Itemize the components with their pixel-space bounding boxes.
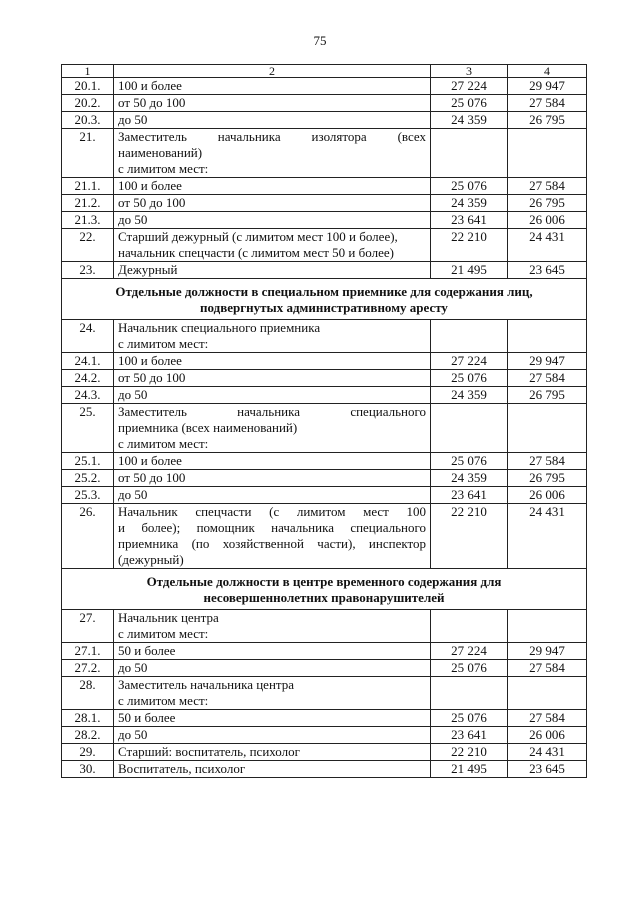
column-header: 4 (508, 65, 587, 78)
row-number: 25.3. (62, 487, 114, 504)
row-number: 27.1. (62, 643, 114, 660)
description-line: Старший дежурный (с лимитом мест 100 и более), (118, 229, 398, 244)
table-row (62, 195, 587, 212)
description-line: с лимитом мест: (118, 693, 209, 708)
description-line: начальник спецчасти (с лимитом мест 50 и более) (118, 245, 394, 260)
table-row (62, 610, 587, 643)
table-row (62, 710, 587, 727)
salary-col3: 23 641 (431, 212, 508, 229)
row-number: 23. (62, 262, 114, 279)
row-number: 21.3. (62, 212, 114, 229)
row-number: 20.2. (62, 95, 114, 112)
salary-col4 (508, 404, 587, 453)
description-line: с лимитом мест: (118, 161, 209, 176)
table-row (62, 744, 587, 761)
position-description (114, 453, 431, 470)
table-row (62, 370, 587, 387)
row-number: 28. (62, 677, 114, 710)
table-row (62, 504, 587, 569)
table-row (62, 112, 587, 129)
position-description (114, 744, 431, 761)
position-description (114, 610, 431, 643)
position-description (114, 643, 431, 660)
position-description (114, 370, 431, 387)
salary-col4: 23 645 (508, 761, 587, 778)
table-row (62, 727, 587, 744)
salary-col4: 26 006 (508, 212, 587, 229)
section-heading-row (62, 279, 587, 320)
page-number: 75 (313, 33, 327, 48)
description-line: Старший: воспитатель, психолог (118, 744, 300, 759)
description-line: 50 и более (118, 643, 176, 658)
table-row (62, 229, 587, 262)
description-line: Начальник центра (118, 610, 219, 625)
salary-col3: 25 076 (431, 453, 508, 470)
salary-col3: 24 359 (431, 387, 508, 404)
position-description (114, 112, 431, 129)
table-row (62, 404, 587, 453)
row-number: 22. (62, 229, 114, 262)
salary-col3 (431, 320, 508, 353)
description-line: от 50 до 100 (118, 95, 186, 110)
row-number: 25. (62, 404, 114, 453)
description-line: до 50 (118, 727, 148, 742)
salary-col3: 25 076 (431, 710, 508, 727)
row-number: 21. (62, 129, 114, 178)
description-line: Воспитатель, психолог (118, 761, 246, 776)
description-line: от 50 до 100 (118, 470, 186, 485)
position-description (114, 710, 431, 727)
salary-col4: 24 431 (508, 229, 587, 262)
salary-col4: 27 584 (508, 95, 587, 112)
description-line: Начальник спецчасти (с лимитом мест 100 (118, 504, 426, 519)
salary-col4: 27 584 (508, 710, 587, 727)
section-heading (62, 279, 587, 320)
column-header: 1 (62, 65, 114, 78)
column-header: 2 (114, 65, 431, 78)
salary-col3: 27 224 (431, 353, 508, 370)
salary-col4: 26 795 (508, 195, 587, 212)
description-line: Дежурный (118, 262, 178, 277)
table-row (62, 660, 587, 677)
salary-col3: 25 076 (431, 370, 508, 387)
table-body (62, 78, 587, 778)
description-line: до 50 (118, 487, 148, 502)
description-line: Заместитель начальника центра (118, 677, 295, 692)
row-number: 24.3. (62, 387, 114, 404)
description-line: до 50 (118, 660, 148, 675)
description-line: от 50 до 100 (118, 195, 186, 210)
position-description (114, 320, 431, 353)
description-line: до 50 (118, 112, 148, 127)
salary-col4: 26 006 (508, 487, 587, 504)
description-line: приемника (по хозяйственной части), инспектор (118, 536, 426, 551)
salary-col4: 24 431 (508, 744, 587, 761)
table-row (62, 677, 587, 710)
salary-col3: 25 076 (431, 95, 508, 112)
position-description (114, 487, 431, 504)
row-number: 20.3. (62, 112, 114, 129)
salary-col4 (508, 610, 587, 643)
description-line: приемника (всех наименований) (118, 420, 298, 435)
description-line: Начальник специального приемника (118, 320, 321, 335)
position-description (114, 229, 431, 262)
description-line: 50 и более (118, 710, 176, 725)
section-heading (62, 569, 587, 610)
table-row (62, 487, 587, 504)
table-row (62, 262, 587, 279)
salary-col4: 29 947 (508, 643, 587, 660)
table-row (62, 470, 587, 487)
section-heading-line: подвергнутых административному аресту (200, 300, 448, 315)
description-line: наименований) (118, 145, 203, 160)
salary-table (61, 64, 587, 778)
salary-col4: 29 947 (508, 353, 587, 370)
table-row (62, 761, 587, 778)
salary-col3: 22 210 (431, 504, 508, 569)
table-row (62, 387, 587, 404)
salary-col3: 21 495 (431, 262, 508, 279)
section-heading-line: несовершеннолетних правонарушителей (203, 590, 445, 605)
table-row (62, 129, 587, 178)
salary-col3 (431, 404, 508, 453)
salary-col3: 21 495 (431, 761, 508, 778)
salary-col3 (431, 610, 508, 643)
salary-col4 (508, 320, 587, 353)
position-description (114, 727, 431, 744)
position-description (114, 195, 431, 212)
salary-col3: 22 210 (431, 744, 508, 761)
salary-col4 (508, 677, 587, 710)
salary-col3: 27 224 (431, 78, 508, 95)
description-line: с лимитом мест: (118, 626, 209, 641)
row-number: 20.1. (62, 78, 114, 95)
salary-col3: 23 641 (431, 727, 508, 744)
position-description (114, 178, 431, 195)
salary-col3: 22 210 (431, 229, 508, 262)
position-description (114, 95, 431, 112)
salary-col4: 27 584 (508, 370, 587, 387)
row-number: 24.2. (62, 370, 114, 387)
position-description (114, 129, 431, 178)
description-line: 100 и более (118, 78, 182, 93)
salary-col4: 27 584 (508, 178, 587, 195)
salary-col4: 24 431 (508, 504, 587, 569)
description-line: Заместитель начальника специального (118, 404, 426, 419)
position-description (114, 761, 431, 778)
salary-col4: 26 795 (508, 470, 587, 487)
section-heading-line: Отдельные должности в центре временного содержания для (146, 574, 502, 589)
position-description (114, 212, 431, 229)
description-line: и более); помощник начальника специального (118, 520, 426, 535)
row-number: 25.1. (62, 453, 114, 470)
description-line: Заместитель начальника изолятора (всех (118, 129, 426, 144)
position-description (114, 660, 431, 677)
salary-col4: 26 795 (508, 112, 587, 129)
table-row (62, 178, 587, 195)
row-number: 29. (62, 744, 114, 761)
salary-col4: 27 584 (508, 453, 587, 470)
column-header: 3 (431, 65, 508, 78)
position-description (114, 470, 431, 487)
table-row (62, 320, 587, 353)
description-line: (дежурный) (118, 552, 184, 567)
description-line: до 50 (118, 212, 148, 227)
position-description (114, 677, 431, 710)
salary-col3 (431, 677, 508, 710)
salary-col4 (508, 129, 587, 178)
table-row (62, 95, 587, 112)
salary-col3: 25 076 (431, 660, 508, 677)
salary-col4: 26 006 (508, 727, 587, 744)
position-description (114, 504, 431, 569)
description-line: 100 и более (118, 353, 182, 368)
description-line: 100 и более (118, 453, 182, 468)
description-line: до 50 (118, 387, 148, 402)
row-number: 24.1. (62, 353, 114, 370)
description-line: с лимитом мест: (118, 436, 209, 451)
row-number: 24. (62, 320, 114, 353)
description-line: 100 и более (118, 178, 182, 193)
row-number: 27.2. (62, 660, 114, 677)
row-number: 28.1. (62, 710, 114, 727)
salary-col3: 23 641 (431, 487, 508, 504)
salary-col3: 24 359 (431, 112, 508, 129)
table-row (62, 643, 587, 660)
salary-col3: 27 224 (431, 643, 508, 660)
row-number: 28.2. (62, 727, 114, 744)
salary-col4: 27 584 (508, 660, 587, 677)
position-description (114, 262, 431, 279)
description-line: от 50 до 100 (118, 370, 186, 385)
section-heading-row (62, 569, 587, 610)
salary-col4: 26 795 (508, 387, 587, 404)
salary-col3 (431, 129, 508, 178)
salary-col3: 24 359 (431, 470, 508, 487)
table-row (62, 78, 587, 95)
row-number: 30. (62, 761, 114, 778)
row-number: 26. (62, 504, 114, 569)
position-description (114, 404, 431, 453)
salary-col4: 23 645 (508, 262, 587, 279)
position-description (114, 353, 431, 370)
table-row (62, 212, 587, 229)
table-row (62, 453, 587, 470)
description-line: с лимитом мест: (118, 336, 209, 351)
row-number: 25.2. (62, 470, 114, 487)
table-row (62, 353, 587, 370)
salary-col3: 24 359 (431, 195, 508, 212)
salary-col3: 25 076 (431, 178, 508, 195)
section-heading-line: Отдельные должности в специальном приемнике для содержания лиц, (115, 284, 533, 299)
position-description (114, 387, 431, 404)
row-number: 27. (62, 610, 114, 643)
row-number: 21.2. (62, 195, 114, 212)
position-description (114, 78, 431, 95)
table-header-row (62, 65, 587, 78)
row-number: 21.1. (62, 178, 114, 195)
salary-col4: 29 947 (508, 78, 587, 95)
